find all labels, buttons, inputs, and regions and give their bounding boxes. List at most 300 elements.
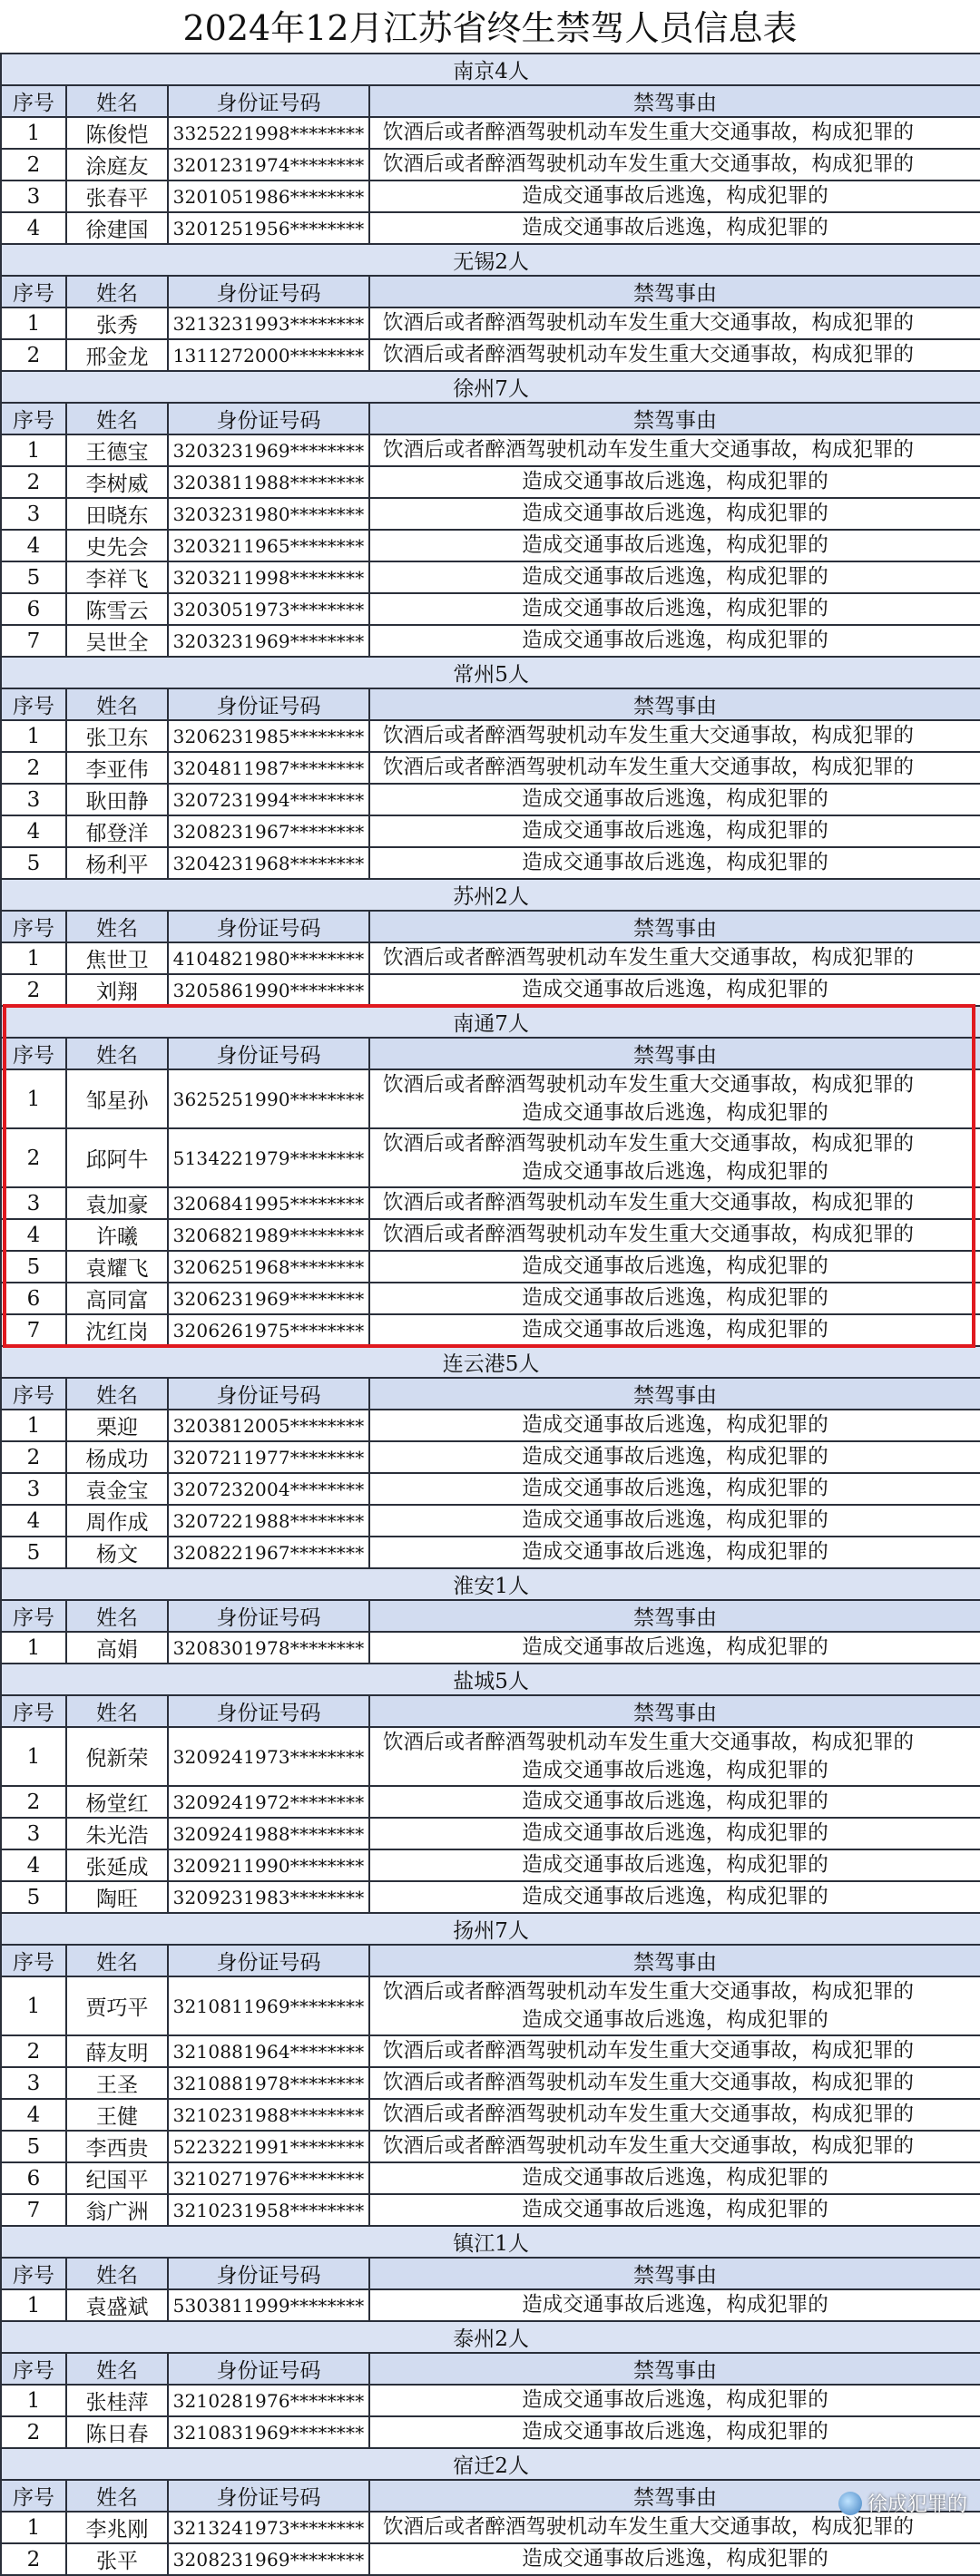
reason-text: 饮酒后或者醉酒驾驶机动车发生重大交通事故，构成犯罪的 bbox=[370, 1189, 980, 1217]
header-row bbox=[1, 1695, 980, 1727]
name-header: 姓名 bbox=[66, 911, 168, 942]
header-row bbox=[1, 688, 980, 720]
reason-text: 造成交通事故后逃逸，构成犯罪的 bbox=[370, 500, 980, 528]
table-row bbox=[1, 2416, 980, 2448]
table-row bbox=[1, 1069, 980, 1128]
reason-text: 造成交通事故后逃逸，构成犯罪的 bbox=[370, 1507, 980, 1535]
header-row bbox=[1, 2353, 980, 2385]
reason-cell bbox=[369, 1786, 980, 1818]
city-heading: 扬州7人 bbox=[1, 1913, 980, 1945]
reason-text: 造成交通事故后逃逸，构成犯罪的 bbox=[370, 1253, 980, 1281]
table-row bbox=[1, 1505, 980, 1537]
reason-text: 造成交通事故后逃逸，构成犯罪的 bbox=[370, 1820, 980, 1848]
id-cell: 5134221979******** bbox=[168, 1128, 369, 1187]
reason-text: 造成交通事故后逃逸，构成犯罪的 bbox=[370, 2164, 980, 2192]
id-cell: 3204811987******** bbox=[168, 752, 369, 784]
name-cell: 耿田静 bbox=[66, 784, 168, 815]
reason-text: 饮酒后或者醉酒驾驶机动车发生重大交通事故，构成犯罪的 bbox=[370, 436, 980, 464]
watermark-logo-icon bbox=[838, 2492, 862, 2515]
name-cell: 杨成功 bbox=[66, 1441, 168, 1473]
reason-text: 饮酒后或者醉酒驾驶机动车发生重大交通事故，构成犯罪的 bbox=[370, 722, 980, 750]
reason-text: 饮酒后或者醉酒驾驶机动车发生重大交通事故，构成犯罪的 bbox=[370, 2513, 980, 2542]
id-cell: 3201231974******** bbox=[168, 149, 369, 181]
reason-header: 禁驾事由 bbox=[369, 1038, 980, 1069]
reason-cell bbox=[369, 212, 980, 244]
table-row bbox=[1, 2067, 980, 2099]
seq-cell: 2 bbox=[1, 339, 66, 371]
table-row bbox=[1, 561, 980, 593]
id-header: 身份证号码 bbox=[168, 1600, 369, 1632]
reason-text: 造成交通事故后逃逸，构成犯罪的 bbox=[370, 817, 980, 845]
name-cell: 李兆刚 bbox=[66, 2512, 168, 2543]
name-header: 姓名 bbox=[66, 1038, 168, 1069]
name-cell: 涂庭友 bbox=[66, 149, 168, 181]
seq-cell: 3 bbox=[1, 784, 66, 815]
seq-cell: 5 bbox=[1, 2131, 66, 2162]
id-cell: 3203811988******** bbox=[168, 466, 369, 498]
id-cell: 3206261975******** bbox=[168, 1314, 369, 1346]
seq-cell: 6 bbox=[1, 593, 66, 625]
id-cell: 5303811999******** bbox=[168, 2289, 369, 2321]
name-header: 姓名 bbox=[66, 1695, 168, 1727]
reason-cell bbox=[369, 2131, 980, 2162]
name-cell: 陶旺 bbox=[66, 1881, 168, 1913]
city-row bbox=[1, 54, 980, 85]
city-heading: 连云港5人 bbox=[1, 1346, 980, 1378]
name-cell: 栗迎 bbox=[66, 1410, 168, 1441]
reason-header: 禁驾事由 bbox=[369, 1945, 980, 1976]
city-heading: 泰州2人 bbox=[1, 2321, 980, 2353]
seq-cell: 4 bbox=[1, 1219, 66, 1251]
id-header: 身份证号码 bbox=[168, 1378, 369, 1410]
reason-cell bbox=[369, 117, 980, 149]
reason-text: 饮酒后或者醉酒驾驶机动车发生重大交通事故，构成犯罪的 bbox=[370, 1071, 980, 1099]
reason-header: 禁驾事由 bbox=[369, 276, 980, 307]
seq-cell: 3 bbox=[1, 1473, 66, 1505]
name-cell: 李祥飞 bbox=[66, 561, 168, 593]
table-row bbox=[1, 2512, 980, 2543]
reason-header: 禁驾事由 bbox=[369, 403, 980, 434]
id-header: 身份证号码 bbox=[168, 2353, 369, 2385]
id-cell: 3203231969******** bbox=[168, 434, 369, 466]
seq-header: 序号 bbox=[1, 276, 66, 307]
id-header: 身份证号码 bbox=[168, 688, 369, 720]
reason-cell bbox=[369, 1818, 980, 1849]
name-cell: 张平 bbox=[66, 2543, 168, 2575]
id-header: 身份证号码 bbox=[168, 1695, 369, 1727]
name-cell: 杨文 bbox=[66, 1537, 168, 1568]
city-row bbox=[1, 1664, 980, 1695]
reason-text: 饮酒后或者醉酒驾驶机动车发生重大交通事故，构成犯罪的 bbox=[370, 119, 980, 147]
seq-cell: 2 bbox=[1, 1128, 66, 1187]
seq-cell: 5 bbox=[1, 1881, 66, 1913]
id-header: 身份证号码 bbox=[168, 276, 369, 307]
id-cell: 3625251990******** bbox=[168, 1069, 369, 1128]
city-row bbox=[1, 2321, 980, 2353]
name-header: 姓名 bbox=[66, 2258, 168, 2289]
reason-header: 禁驾事由 bbox=[369, 2353, 980, 2385]
reason-cell bbox=[369, 1632, 980, 1664]
id-header: 身份证号码 bbox=[168, 1038, 369, 1069]
id-cell: 3209241988******** bbox=[168, 1818, 369, 1849]
table-row bbox=[1, 784, 980, 815]
id-cell: 4104821980******** bbox=[168, 942, 369, 974]
reason-cell bbox=[369, 561, 980, 593]
id-header: 身份证号码 bbox=[168, 911, 369, 942]
seq-cell: 2 bbox=[1, 1441, 66, 1473]
seq-cell: 4 bbox=[1, 815, 66, 847]
name-cell: 高同富 bbox=[66, 1283, 168, 1314]
reason-cell bbox=[369, 815, 980, 847]
seq-header: 序号 bbox=[1, 1945, 66, 1976]
reason-text: 饮酒后或者醉酒驾驶机动车发生重大交通事故，构成犯罪的 bbox=[370, 2037, 980, 2065]
name-cell: 贾巧平 bbox=[66, 1976, 168, 2035]
id-cell: 3203231980******** bbox=[168, 498, 369, 530]
seq-header: 序号 bbox=[1, 85, 66, 117]
reason-text: 造成交通事故后逃逸，构成犯罪的 bbox=[370, 849, 980, 877]
reason-cell bbox=[369, 720, 980, 752]
id-cell: 3209231983******** bbox=[168, 1881, 369, 1913]
table-row bbox=[1, 466, 980, 498]
id-cell: 3207221988******** bbox=[168, 1505, 369, 1537]
reason-text: 造成交通事故后逃逸，构成犯罪的 bbox=[370, 1634, 980, 1662]
name-header: 姓名 bbox=[66, 688, 168, 720]
reason-cell bbox=[369, 181, 980, 212]
table-row bbox=[1, 1473, 980, 1505]
reason-cell bbox=[369, 1441, 980, 1473]
seq-header: 序号 bbox=[1, 1038, 66, 1069]
seq-cell: 1 bbox=[1, 2512, 66, 2543]
reason-text: 造成交通事故后逃逸，构成犯罪的 bbox=[370, 595, 980, 623]
reason-cell bbox=[369, 1881, 980, 1913]
header-row bbox=[1, 2258, 980, 2289]
id-cell: 3210231988******** bbox=[168, 2099, 369, 2131]
name-header: 姓名 bbox=[66, 85, 168, 117]
table-row bbox=[1, 1818, 980, 1849]
name-cell: 吴世全 bbox=[66, 625, 168, 657]
name-cell: 袁金宝 bbox=[66, 1473, 168, 1505]
reason-text: 饮酒后或者醉酒驾驶机动车发生重大交通事故，构成犯罪的 bbox=[370, 1978, 980, 2006]
reason-text: 造成交通事故后逃逸，构成犯罪的 bbox=[370, 1411, 980, 1439]
seq-cell: 4 bbox=[1, 1505, 66, 1537]
name-cell: 李亚伟 bbox=[66, 752, 168, 784]
table-row bbox=[1, 2162, 980, 2194]
name-header: 姓名 bbox=[66, 1378, 168, 1410]
city-row bbox=[1, 371, 980, 403]
table-row bbox=[1, 625, 980, 657]
reason-cell bbox=[369, 434, 980, 466]
table-row bbox=[1, 1251, 980, 1283]
seq-header: 序号 bbox=[1, 1378, 66, 1410]
reason-cell bbox=[369, 2067, 980, 2099]
table-row bbox=[1, 2035, 980, 2067]
id-cell: 3206251968******** bbox=[168, 1251, 369, 1283]
id-header: 身份证号码 bbox=[168, 2480, 369, 2512]
table-row bbox=[1, 1410, 980, 1441]
watermark bbox=[838, 2489, 967, 2517]
table-row bbox=[1, 149, 980, 181]
reason-text: 造成交通事故后逃逸，构成犯罪的 bbox=[370, 1099, 980, 1127]
id-cell: 3204231968******** bbox=[168, 847, 369, 879]
seq-cell: 3 bbox=[1, 498, 66, 530]
id-cell: 3208301978******** bbox=[168, 1632, 369, 1664]
id-cell: 3210271976******** bbox=[168, 2162, 369, 2194]
reason-cell bbox=[369, 2162, 980, 2194]
name-cell: 袁加豪 bbox=[66, 1187, 168, 1219]
id-cell: 3203812005******** bbox=[168, 1410, 369, 1441]
city-row bbox=[1, 1913, 980, 1945]
ban-table bbox=[0, 53, 980, 2576]
reason-cell bbox=[369, 1410, 980, 1441]
header-row bbox=[1, 85, 980, 117]
reason-header: 禁驾事由 bbox=[369, 911, 980, 942]
city-heading: 常州5人 bbox=[1, 657, 980, 688]
header-row bbox=[1, 1378, 980, 1410]
id-cell: 3206231969******** bbox=[168, 1283, 369, 1314]
name-cell: 张春平 bbox=[66, 181, 168, 212]
seq-cell: 2 bbox=[1, 752, 66, 784]
city-heading: 淮安1人 bbox=[1, 1568, 980, 1600]
name-cell: 李树威 bbox=[66, 466, 168, 498]
header-row bbox=[1, 911, 980, 942]
reason-header: 禁驾事由 bbox=[369, 1695, 980, 1727]
id-header: 身份证号码 bbox=[168, 1945, 369, 1976]
reason-cell bbox=[369, 1537, 980, 1568]
seq-cell: 5 bbox=[1, 847, 66, 879]
table-row bbox=[1, 720, 980, 752]
id-cell: 3210281976******** bbox=[168, 2385, 369, 2416]
id-cell: 3203211998******** bbox=[168, 561, 369, 593]
reason-text: 造成交通事故后逃逸，构成犯罪的 bbox=[370, 1316, 980, 1344]
reason-text: 造成交通事故后逃逸，构成犯罪的 bbox=[370, 532, 980, 560]
reason-header: 禁驾事由 bbox=[369, 1378, 980, 1410]
reason-text: 饮酒后或者醉酒驾驶机动车发生重大交通事故，构成犯罪的 bbox=[370, 2101, 980, 2129]
id-cell: 3325221998******** bbox=[168, 117, 369, 149]
reason-text: 造成交通事故后逃逸，构成犯罪的 bbox=[370, 1538, 980, 1566]
name-cell: 邢金龙 bbox=[66, 339, 168, 371]
name-cell: 张秀 bbox=[66, 307, 168, 339]
reason-text: 饮酒后或者醉酒驾驶机动车发生重大交通事故，构成犯罪的 bbox=[370, 2132, 980, 2161]
name-cell: 刘翔 bbox=[66, 974, 168, 1006]
name-cell: 薛友明 bbox=[66, 2035, 168, 2067]
reason-text: 造成交通事故后逃逸，构成犯罪的 bbox=[370, 1443, 980, 1471]
name-cell: 陈俊恺 bbox=[66, 117, 168, 149]
table-row bbox=[1, 2289, 980, 2321]
reason-cell bbox=[369, 530, 980, 561]
city-row bbox=[1, 244, 980, 276]
reason-text: 造成交通事故后逃逸，构成犯罪的 bbox=[370, 2545, 980, 2573]
city-heading: 镇江1人 bbox=[1, 2226, 980, 2258]
reason-text: 造成交通事故后逃逸，构成犯罪的 bbox=[370, 2418, 980, 2446]
reason-cell bbox=[369, 847, 980, 879]
name-header: 姓名 bbox=[66, 403, 168, 434]
seq-cell: 1 bbox=[1, 1727, 66, 1786]
name-header: 姓名 bbox=[66, 2480, 168, 2512]
table-row bbox=[1, 752, 980, 784]
reason-cell bbox=[369, 1283, 980, 1314]
reason-cell bbox=[369, 752, 980, 784]
table-row bbox=[1, 1314, 980, 1346]
table-row bbox=[1, 815, 980, 847]
name-cell: 王健 bbox=[66, 2099, 168, 2131]
watermark-text: 徐成犯罪的 bbox=[867, 2489, 967, 2517]
table-row bbox=[1, 1187, 980, 1219]
table-row bbox=[1, 847, 980, 879]
table-row bbox=[1, 1537, 980, 1568]
seq-header: 序号 bbox=[1, 688, 66, 720]
id-cell: 3205861990******** bbox=[168, 974, 369, 1006]
reason-text: 饮酒后或者醉酒驾驶机动车发生重大交通事故，构成犯罪的 bbox=[370, 944, 980, 972]
reason-cell bbox=[369, 942, 980, 974]
seq-header: 序号 bbox=[1, 911, 66, 942]
table-row bbox=[1, 339, 980, 371]
table-row bbox=[1, 307, 980, 339]
reason-header: 禁驾事由 bbox=[369, 85, 980, 117]
id-cell: 3203211965******** bbox=[168, 530, 369, 561]
reason-cell bbox=[369, 2385, 980, 2416]
reason-text: 造成交通事故后逃逸，构成犯罪的 bbox=[370, 2291, 980, 2319]
seq-cell: 1 bbox=[1, 307, 66, 339]
seq-header: 序号 bbox=[1, 403, 66, 434]
name-header: 姓名 bbox=[66, 276, 168, 307]
seq-cell: 1 bbox=[1, 2385, 66, 2416]
reason-cell bbox=[369, 2416, 980, 2448]
reason-text: 造成交通事故后逃逸，构成犯罪的 bbox=[370, 1284, 980, 1312]
table-row bbox=[1, 2099, 980, 2131]
name-cell: 李西贵 bbox=[66, 2131, 168, 2162]
seq-cell: 2 bbox=[1, 466, 66, 498]
table-row bbox=[1, 498, 980, 530]
seq-header: 序号 bbox=[1, 2258, 66, 2289]
name-cell: 倪新荣 bbox=[66, 1727, 168, 1786]
name-cell: 杨堂红 bbox=[66, 1786, 168, 1818]
id-cell: 3203231969******** bbox=[168, 625, 369, 657]
header-row bbox=[1, 1038, 980, 1069]
name-cell: 邹星孙 bbox=[66, 1069, 168, 1128]
id-cell: 3206231985******** bbox=[168, 720, 369, 752]
reason-cell bbox=[369, 1727, 980, 1786]
id-cell: 3210231958******** bbox=[168, 2194, 369, 2226]
header-row bbox=[1, 276, 980, 307]
table-row bbox=[1, 212, 980, 244]
id-cell: 3203051973******** bbox=[168, 593, 369, 625]
id-cell: 3208231969******** bbox=[168, 2543, 369, 2575]
reason-cell bbox=[369, 625, 980, 657]
header-row bbox=[1, 2480, 980, 2512]
name-cell: 田晓东 bbox=[66, 498, 168, 530]
seq-cell: 1 bbox=[1, 1976, 66, 2035]
reason-cell bbox=[369, 1314, 980, 1346]
table-row bbox=[1, 2543, 980, 2575]
header-row bbox=[1, 1600, 980, 1632]
city-row bbox=[1, 879, 980, 911]
id-cell: 3210811969******** bbox=[168, 1976, 369, 2035]
seq-header: 序号 bbox=[1, 1695, 66, 1727]
id-cell: 3210881964******** bbox=[168, 2035, 369, 2067]
reason-text: 饮酒后或者醉酒驾驶机动车发生重大交通事故，构成犯罪的 bbox=[370, 1729, 980, 1757]
seq-header: 序号 bbox=[1, 2480, 66, 2512]
seq-cell: 2 bbox=[1, 2416, 66, 2448]
reason-header: 禁驾事由 bbox=[369, 2480, 980, 2512]
id-cell: 3213231993******** bbox=[168, 307, 369, 339]
table-row bbox=[1, 1283, 980, 1314]
reason-text: 造成交通事故后逃逸，构成犯罪的 bbox=[370, 2386, 980, 2415]
city-row bbox=[1, 657, 980, 688]
name-cell: 焦世卫 bbox=[66, 942, 168, 974]
reason-text: 造成交通事故后逃逸，构成犯罪的 bbox=[370, 2196, 980, 2224]
seq-cell: 2 bbox=[1, 149, 66, 181]
reason-cell bbox=[369, 1976, 980, 2035]
name-cell: 朱光浩 bbox=[66, 1818, 168, 1849]
name-header: 姓名 bbox=[66, 1945, 168, 1976]
name-cell: 许曦 bbox=[66, 1219, 168, 1251]
name-header: 姓名 bbox=[66, 2353, 168, 2385]
reason-text: 造成交通事故后逃逸，构成犯罪的 bbox=[370, 2006, 980, 2034]
id-cell: 1311272000******** bbox=[168, 339, 369, 371]
table-row bbox=[1, 593, 980, 625]
id-cell: 3213241973******** bbox=[168, 2512, 369, 2543]
name-cell: 沈红岗 bbox=[66, 1314, 168, 1346]
seq-cell: 1 bbox=[1, 1632, 66, 1664]
seq-cell: 2 bbox=[1, 2035, 66, 2067]
seq-cell: 7 bbox=[1, 625, 66, 657]
seq-cell: 6 bbox=[1, 2162, 66, 2194]
reason-cell bbox=[369, 307, 980, 339]
id-cell: 3207231994******** bbox=[168, 784, 369, 815]
id-cell: 3209211990******** bbox=[168, 1849, 369, 1881]
id-header: 身份证号码 bbox=[168, 403, 369, 434]
name-cell: 张桂萍 bbox=[66, 2385, 168, 2416]
reason-text: 造成交通事故后逃逸，构成犯罪的 bbox=[370, 1757, 980, 1785]
reason-cell bbox=[369, 974, 980, 1006]
table-row bbox=[1, 1976, 980, 2035]
seq-cell: 7 bbox=[1, 1314, 66, 1346]
id-cell: 3207232004******** bbox=[168, 1473, 369, 1505]
reason-cell bbox=[369, 498, 980, 530]
reason-header: 禁驾事由 bbox=[369, 2258, 980, 2289]
reason-text: 饮酒后或者醉酒驾驶机动车发生重大交通事故，构成犯罪的 bbox=[370, 754, 980, 782]
seq-cell: 3 bbox=[1, 2067, 66, 2099]
id-header: 身份证号码 bbox=[168, 2258, 369, 2289]
id-cell: 3201051986******** bbox=[168, 181, 369, 212]
table-row bbox=[1, 1786, 980, 1818]
seq-cell: 4 bbox=[1, 530, 66, 561]
seq-cell: 6 bbox=[1, 1283, 66, 1314]
seq-cell: 1 bbox=[1, 720, 66, 752]
name-cell: 徐建国 bbox=[66, 212, 168, 244]
seq-cell: 3 bbox=[1, 181, 66, 212]
id-cell: 3210881978******** bbox=[168, 2067, 369, 2099]
table-row bbox=[1, 974, 980, 1006]
reason-cell bbox=[369, 149, 980, 181]
seq-cell: 1 bbox=[1, 1069, 66, 1128]
table-row bbox=[1, 1849, 980, 1881]
seq-cell: 1 bbox=[1, 434, 66, 466]
reason-cell bbox=[369, 466, 980, 498]
id-cell: 3206821989******** bbox=[168, 1219, 369, 1251]
reason-text: 造成交通事故后逃逸，构成犯罪的 bbox=[370, 785, 980, 814]
reason-cell bbox=[369, 1069, 980, 1128]
reason-cell bbox=[369, 2289, 980, 2321]
id-cell: 3209241973******** bbox=[168, 1727, 369, 1786]
reason-text: 造成交通事故后逃逸，构成犯罪的 bbox=[370, 976, 980, 1004]
reason-text: 造成交通事故后逃逸，构成犯罪的 bbox=[370, 1883, 980, 1911]
seq-cell: 7 bbox=[1, 2194, 66, 2226]
reason-text: 造成交通事故后逃逸，构成犯罪的 bbox=[370, 563, 980, 591]
name-cell: 王圣 bbox=[66, 2067, 168, 2099]
city-row bbox=[1, 2448, 980, 2480]
name-cell: 杨利平 bbox=[66, 847, 168, 879]
